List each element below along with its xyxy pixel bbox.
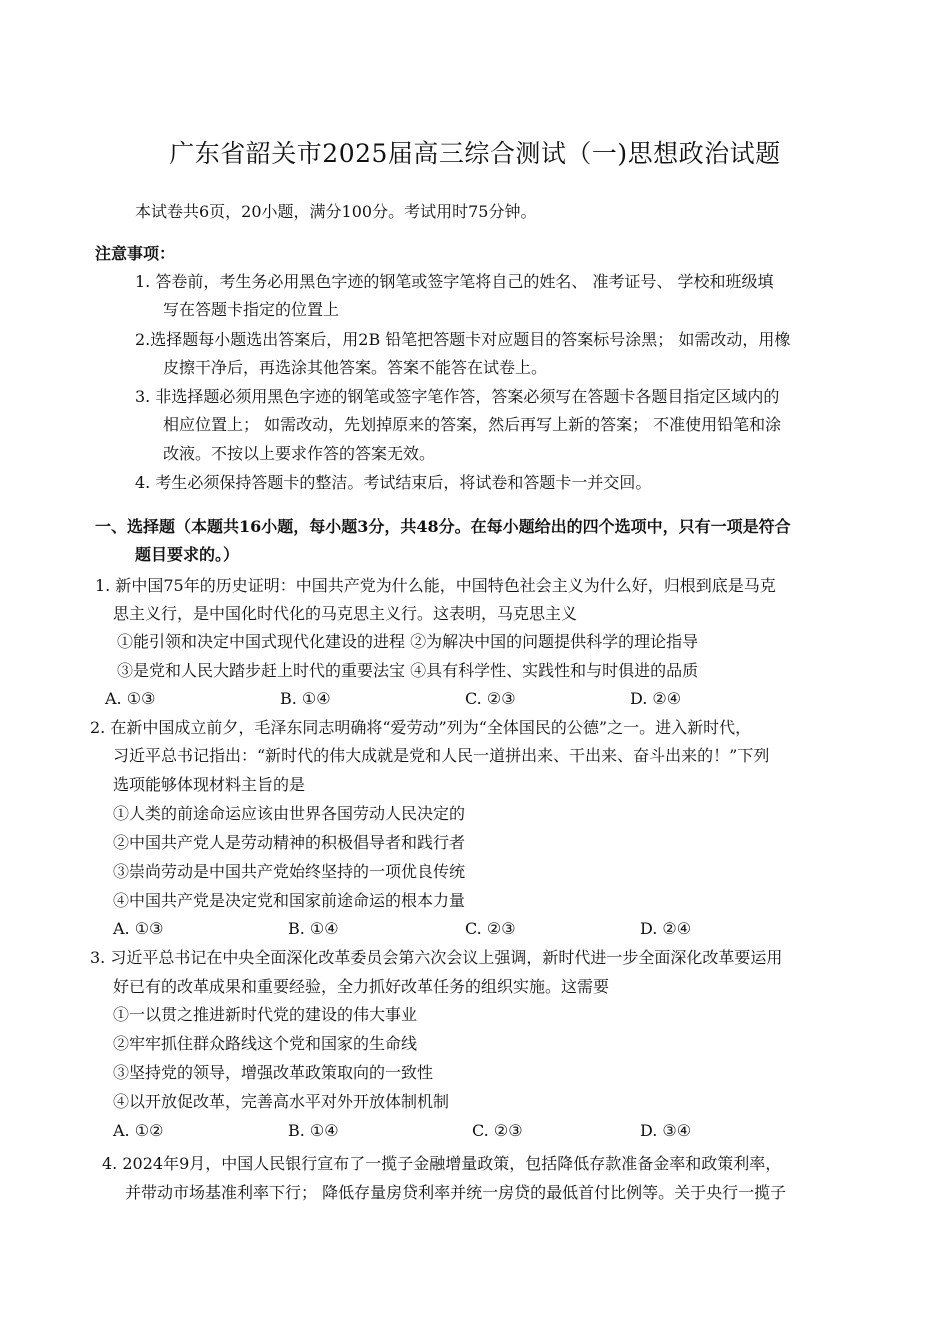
question-1-choice-line-2: ③是党和人民大踏步赶上时代的重要法宝 ④具有科学性、实践性和与时俱进的品质 xyxy=(117,661,699,680)
question-3-choice-1: ①一以贯之推进新时代党的建设的伟大事业 xyxy=(113,1005,418,1024)
question-2-choice-1: ①人类的前途命运应该由世界各国劳动人民决定的 xyxy=(113,804,466,823)
question-2-choice-4: ④中国共产党是决定党和国家前途命运的根本力量 xyxy=(113,891,466,910)
question-2-choice-3: ③崇尚劳动是中国共产党始终坚持的一项优良传统 xyxy=(113,862,466,881)
question-2-option-d: D. ②④ xyxy=(640,919,692,938)
question-2-option-c: C. ②③ xyxy=(465,919,516,938)
question-2-stem-line-3: 选项能够体现材料主旨的是 xyxy=(113,775,306,794)
question-3-choice-4: ④以开放促改革，完善高水平对外开放体制机制 xyxy=(113,1092,450,1111)
notice-heading: 注意事项： xyxy=(95,244,176,263)
notice-item-2-line-1: 2.选择题每小题选出答案后，用2B 铅笔把答题卡对应题目的答案标号涂黑； 如需改动，用橡 xyxy=(135,330,791,349)
notice-item-3-line-2: 相应位置上； 如需改动，先划掉原来的答案，然后再写上新的答案； 不准使用铅笔和涂 xyxy=(163,415,782,434)
section-heading-line-1: 一、选择题（本题共16小题，每小题3分，共48分。在每小题给出的四个选项中，只有一项是符合 xyxy=(95,517,791,536)
question-3-option-d: D. ③④ xyxy=(640,1121,692,1140)
question-3-stem-line-2: 好已有的改革成果和重要经验，全力抓好改革任务的组织实施。这需要 xyxy=(113,977,610,996)
question-4-stem-line-1: 4. 2024年9月，中国人民银行宣布了一揽子金融增量政策，包括降低存款准备金率和政策利率， xyxy=(102,1154,782,1173)
question-1-choice-line-1: ①能引领和决定中国式现代化建设的进程 ②为解决中国的问题提供科学的理论指导 xyxy=(117,632,699,651)
question-1-option-a: A. ①③ xyxy=(105,689,156,708)
question-3-stem-line-1: 3. 习近平总书记在中央全面深化改革委员会第六次会议上强调，新时代进一步全面深化改革要运用 xyxy=(90,948,783,967)
notice-item-3-line-3: 改液。不按以上要求作答的答案无效。 xyxy=(163,444,436,463)
question-1-option-d: D. ②④ xyxy=(630,689,682,708)
question-2-stem-line-1: 2. 在新中国成立前夕，毛泽东同志明确将“爱劳动”列为“全体国民的公德”之一。进入新时代， xyxy=(90,718,752,737)
question-1-stem-line-1: 1. 新中国75年的历史证明：中国共产党为什么能，中国特色社会主义为什么好，归根到底是马克 xyxy=(95,576,776,595)
question-3-choice-3: ③坚持党的领导，增强改革政策取向的一致性 xyxy=(113,1063,434,1082)
question-1-option-b: B. ①④ xyxy=(280,689,331,708)
section-heading-line-2: 题目要求的。） xyxy=(135,545,240,564)
notice-item-3-line-1: 3. 非选择题必须用黑色字迹的钢笔或签字笔作答，答案必须写在答题卡各题目指定区域内的 xyxy=(135,387,780,406)
question-3-option-a: A. ①② xyxy=(113,1121,164,1140)
question-1-option-c: C. ②③ xyxy=(465,689,516,708)
notice-item-1-line-1: 1. 答卷前，考生务必用黑色字迹的钢笔或签字笔将自己的姓名、 准考证号、 学校和班级填 xyxy=(135,272,774,291)
question-2-stem-line-2: 习近平总书记指出：“新时代的伟大成就是党和人民一道拼出来、干出来、奋斗出来的！”下列 xyxy=(113,746,770,765)
notice-item-1-line-2: 写在答题卡指定的位置上 xyxy=(163,300,340,319)
question-4-stem-line-2: 并带动市场基准利率下行； 降低存量房贷利率并统一房贷的最低首付比例等。关于央行一揽子 xyxy=(125,1183,787,1202)
question-2-choice-2: ②中国共产党人是劳动精神的积极倡导者和践行者 xyxy=(113,833,466,852)
question-2-option-a: A. ①③ xyxy=(113,919,164,938)
question-1-stem-line-2: 思主义行，是中国化时代化的马克思主义行。这表明，马克思主义 xyxy=(113,604,578,623)
notice-item-2-line-2: 皮擦干净后，再选涂其他答案。答案不能答在试卷上。 xyxy=(163,358,548,377)
page-title: 广东省韶关市2025届高三综合测试（一)思想政治试题 xyxy=(169,139,781,168)
question-2-option-b: B. ①④ xyxy=(288,919,339,938)
question-3-option-c: C. ②③ xyxy=(472,1121,523,1140)
notice-item-4-line-1: 4. 考生必须保持答题卡的整洁。考试结束后，将试卷和答题卡一并交回。 xyxy=(135,473,652,492)
question-3-choice-2: ②牢牢抓住群众路线这个党和国家的生命线 xyxy=(113,1034,418,1053)
exam-intro: 本试卷共6页，20小题，满分100分。考试用时75分钟。 xyxy=(135,202,537,221)
question-3-option-b: B. ①④ xyxy=(288,1121,339,1140)
